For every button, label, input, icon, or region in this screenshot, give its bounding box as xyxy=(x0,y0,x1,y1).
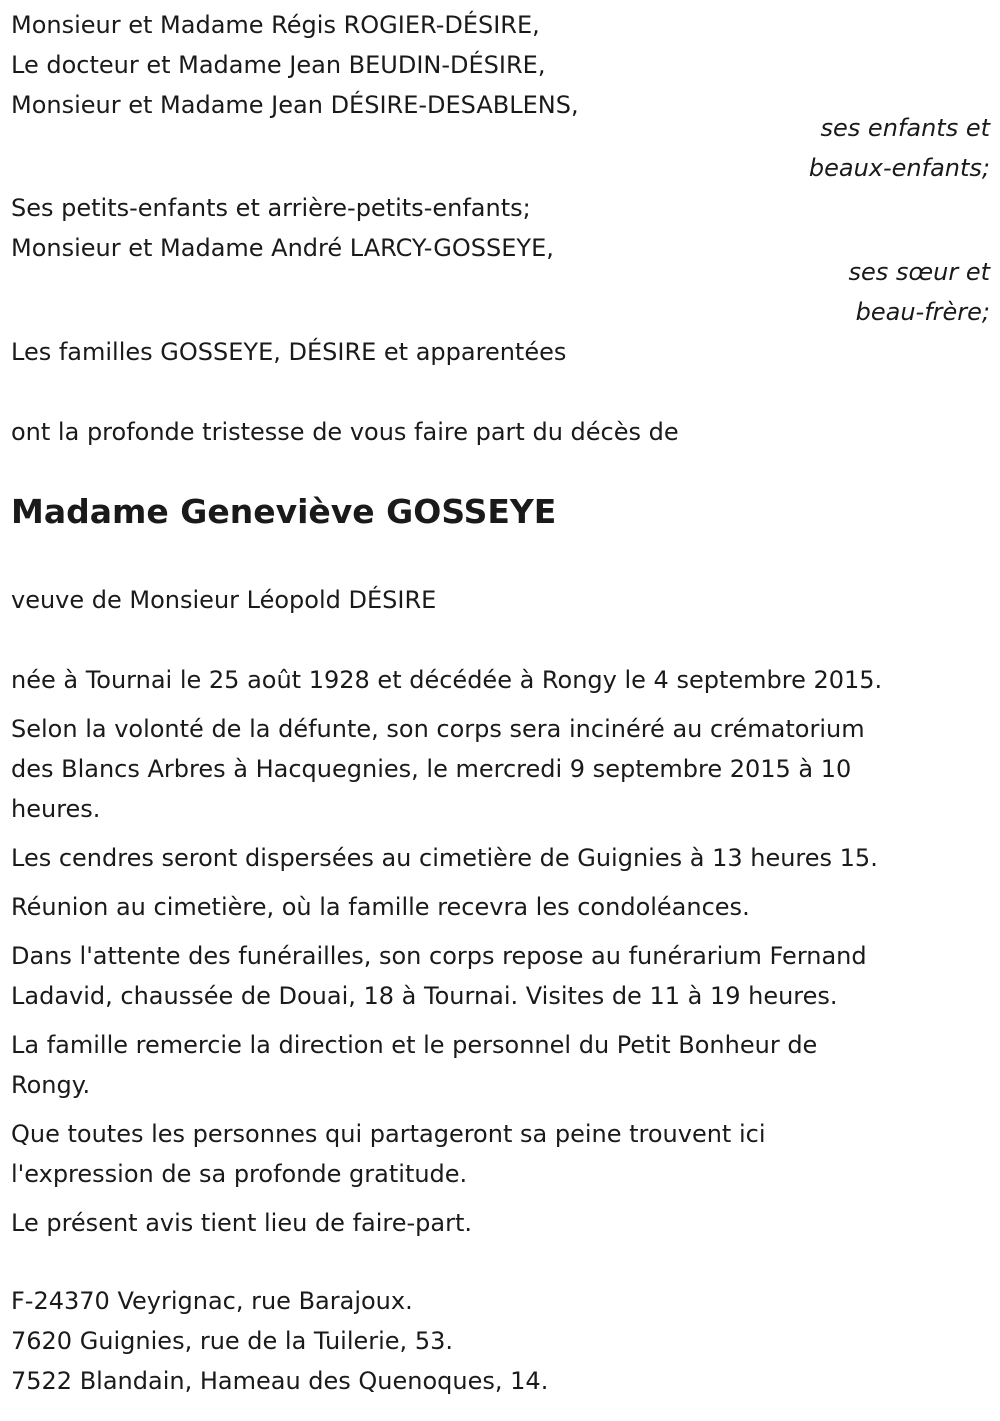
children-list xyxy=(11,5,990,125)
address-line: 7620 Guignies, rue de la Tuilerie, 53. xyxy=(11,1327,453,1355)
paragraph xyxy=(11,1114,990,1194)
paragraph-line: née à Tournai le 25 août 1928 et décédée à Rongy le 4 septembre 2015. xyxy=(11,666,883,694)
paragraph-line: Rongy. xyxy=(11,1071,91,1099)
paragraph-line: Les cendres seront dispersées au cimetière de Guignies à 13 heures 15. xyxy=(11,844,878,872)
paragraph-line: Le présent avis tient lieu de faire-part. xyxy=(11,1209,473,1237)
paragraph xyxy=(11,887,990,927)
paragraph xyxy=(11,936,990,1016)
paragraph-line: Ladavid, chaussée de Douai, 18 à Tournai. Visites de 11 à 19 heures. xyxy=(11,982,838,1010)
family-line: Le docteur et Madame Jean BEUDIN-DÉSIRE, xyxy=(11,51,546,79)
paragraph-line: La famille remercie la direction et le personnel du Petit Bonheur de xyxy=(11,1031,818,1059)
paragraph-line: Réunion au cimetière, où la famille recevra les condoléances. xyxy=(11,893,750,921)
paragraph xyxy=(11,1025,990,1105)
deceased-name: Madame Geneviève GOSSEYE xyxy=(11,492,557,531)
paragraph-line: Dans l'attente des funérailles, son corps repose au funérarium Fernand xyxy=(11,942,867,970)
sibling-line: Monsieur et Madame André LARCY-GOSSEYE, xyxy=(11,234,554,262)
role-line: ses sœur et xyxy=(848,258,990,286)
families-line: Les familles GOSSEYE, DÉSIRE et apparentées xyxy=(11,338,567,366)
widow-of: veuve de Monsieur Léopold DÉSIRE xyxy=(11,586,437,614)
paragraph-line: Que toutes les personnes qui partageront sa peine trouvent ici xyxy=(11,1120,766,1148)
paragraph xyxy=(11,660,990,700)
role-line: ses enfants et xyxy=(820,114,990,142)
paragraph-line: heures. xyxy=(11,795,101,823)
paragraph-line: des Blancs Arbres à Hacquegnies, le mercredi 9 septembre 2015 à 10 xyxy=(11,755,852,783)
address-line: F-24370 Veyrignac, rue Barajoux. xyxy=(11,1287,413,1315)
role-line: beaux-enfants; xyxy=(808,154,990,182)
paragraph-line: l'expression de sa profonde gratitude. xyxy=(11,1160,468,1188)
grandchildren-line: Ses petits-enfants et arrière-petits-enfants; xyxy=(11,194,531,222)
paragraph xyxy=(11,709,990,829)
paragraph xyxy=(11,1203,990,1243)
address-line: 7522 Blandain, Hameau des Quenoques, 14. xyxy=(11,1367,549,1395)
paragraph xyxy=(11,838,990,878)
family-line: Monsieur et Madame Jean DÉSIRE-DESABLENS, xyxy=(11,91,579,119)
announcement: ont la profonde tristesse de vous faire part du décès de xyxy=(11,418,679,446)
role-line: beau-frère; xyxy=(855,298,990,326)
family-line: Monsieur et Madame Régis ROGIER-DÉSIRE, xyxy=(11,11,540,39)
addresses xyxy=(11,1281,990,1401)
paragraph-line: Selon la volonté de la défunte, son corps sera incinéré au crématorium xyxy=(11,715,865,743)
